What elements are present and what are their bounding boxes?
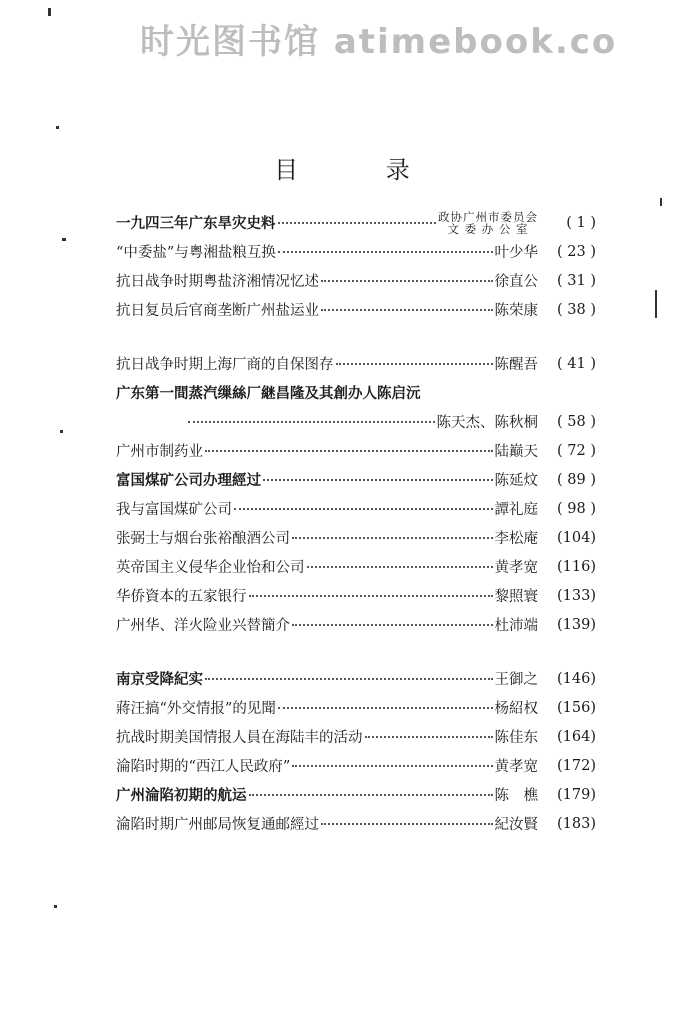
dot-leader	[188, 421, 435, 423]
entry-author: 李松庵	[494, 531, 538, 547]
entry-title: “中委盐”与粤湘盐粮互换	[116, 245, 276, 261]
entry-title: 淪陷时期广州邮局恢复通邮經过	[116, 817, 319, 833]
scan-speck	[60, 430, 63, 433]
entry-page-number: ( 31 )	[557, 272, 596, 289]
dot-leader	[249, 595, 493, 597]
dot-leader	[263, 479, 493, 481]
entry-title: 抗日战争时期上海厂商的自保图存	[116, 357, 334, 373]
entry-title: 广东第一間蒸汽缫絲厂継昌隆及其創办人陈启沅	[116, 385, 421, 402]
entry-page-number: (104)	[557, 529, 596, 546]
entry-author: 陆巅天	[494, 444, 538, 460]
entry-title: 我与富国煤矿公司	[116, 502, 232, 518]
toc-entry	[116, 780, 596, 809]
dot-leader	[234, 508, 493, 510]
entry-author: 陈荣康	[494, 303, 538, 319]
entry-author: 徐直公	[494, 274, 538, 290]
toc-entry	[116, 610, 596, 639]
dot-leader	[292, 624, 493, 626]
toc-entry	[116, 552, 596, 581]
dot-leader	[307, 566, 493, 568]
entry-title: 广州市制药业	[116, 444, 203, 460]
entry-page-number: (172)	[557, 757, 596, 774]
toc-entry	[116, 581, 596, 610]
entry-author: 陈延炆	[494, 473, 538, 489]
entry-author: 陈天杰、陈秋桐	[436, 415, 538, 431]
toc-entry	[116, 664, 596, 693]
entry-title: 淪陷时期的“西江人民政府”	[116, 759, 291, 775]
entry-page-number: ( 58 )	[557, 413, 596, 430]
dot-leader	[278, 251, 493, 253]
toc-entry	[116, 378, 596, 407]
entry-page-number: (139)	[557, 616, 596, 633]
dot-leader	[365, 736, 493, 738]
entry-author: 陈醒吾	[494, 357, 538, 373]
section-gap	[116, 324, 596, 349]
dot-leader	[205, 450, 493, 452]
entry-title: 富国煤矿公司办理經过	[116, 472, 261, 489]
dot-leader	[278, 222, 437, 224]
entry-page-number: ( 23 )	[557, 243, 596, 260]
entry-author: 黄孝宽	[494, 560, 538, 576]
toc-entry	[116, 266, 596, 295]
toc-entry	[116, 295, 596, 324]
entry-author: 叶少华	[494, 245, 538, 261]
entry-page-number: ( 98 )	[557, 500, 596, 517]
toc-entry	[116, 722, 596, 751]
entry-title: 广州淪陷初期的航运	[116, 787, 247, 804]
dot-leader	[205, 678, 493, 680]
entry-author: 杜沛端	[494, 618, 538, 634]
entry-title: 一九四三年广东旱灾史料	[116, 215, 276, 232]
entry-page-number: (116)	[557, 558, 596, 575]
scan-speck	[56, 126, 59, 129]
toc-entry	[116, 436, 596, 465]
dot-leader	[249, 794, 493, 796]
toc-entry	[116, 693, 596, 722]
toc-entry	[116, 523, 596, 552]
watermark: 时光图书馆 atimebook.co	[140, 22, 618, 62]
toc-entry	[116, 809, 596, 838]
toc-entry	[116, 407, 596, 436]
scan-speck	[62, 238, 66, 241]
entry-author: 王御之	[494, 672, 538, 688]
entry-author: 杨紹权	[494, 701, 538, 717]
entry-title: 蔣汪搞“外交情报”的见聞	[116, 701, 276, 717]
scan-speck	[660, 198, 662, 206]
entry-page-number: (156)	[557, 699, 596, 716]
dot-leader	[278, 707, 493, 709]
toc-entry	[116, 349, 596, 378]
entry-title: 抗日复员后官商垄断广州盐运业	[116, 303, 319, 319]
scan-speck	[655, 290, 657, 318]
entry-title: 英帝国主义侵华企业怡和公司	[116, 560, 305, 576]
scan-speck	[48, 8, 51, 16]
scan-speck	[54, 905, 57, 908]
entry-author: 譚礼庭	[494, 502, 538, 518]
entry-author-line: 文 委 办 公 室	[447, 221, 529, 236]
entry-page-number: (179)	[557, 786, 596, 803]
entry-title: 抗日战争时期粤盐济湘情况忆述	[116, 274, 319, 290]
entry-page-number: ( 1 )	[566, 214, 596, 231]
entry-page-number: (133)	[557, 587, 596, 604]
entry-author	[438, 211, 538, 235]
toc-entry	[116, 237, 596, 266]
entry-author: 黎照寰	[494, 589, 538, 605]
entry-page-number: (164)	[557, 728, 596, 745]
entry-author: 黄孝宽	[494, 759, 538, 775]
toc-entry	[116, 465, 596, 494]
entry-page-number: ( 89 )	[557, 471, 596, 488]
toc-entry	[116, 208, 596, 237]
section-gap	[116, 639, 596, 664]
entry-author: 紀汝賢	[494, 817, 538, 833]
dot-leader	[321, 309, 493, 311]
entry-page-number: ( 41 )	[557, 355, 596, 372]
dot-leader	[321, 280, 493, 282]
entry-author: 陈佳东	[494, 730, 538, 746]
entry-page-number: ( 38 )	[557, 301, 596, 318]
dot-leader	[321, 823, 493, 825]
dot-leader	[292, 765, 492, 767]
page-title: 目 录	[274, 156, 450, 184]
entry-title: 广州华、洋火险业兴替簡介	[116, 618, 290, 634]
toc-entry	[116, 751, 596, 780]
entry-title: 张弼士与烟台张裕酿酒公司	[116, 531, 290, 547]
entry-author: 陈 樵	[494, 788, 538, 804]
toc-entry	[116, 494, 596, 523]
entry-title: 华侨資本的五家银行	[116, 589, 247, 605]
entry-page-number: (183)	[557, 815, 596, 832]
entry-title: 抗战时期美国情报人員在海陆丰的活动	[116, 730, 363, 746]
entry-title: 南京受降紀实	[116, 671, 203, 688]
entry-author-line: 政协广州市委员会	[438, 209, 538, 224]
table-of-contents	[116, 208, 596, 838]
entry-page-number: (146)	[557, 670, 596, 687]
entry-page-number: ( 72 )	[557, 442, 596, 459]
dot-leader	[292, 537, 493, 539]
dot-leader	[336, 363, 493, 365]
